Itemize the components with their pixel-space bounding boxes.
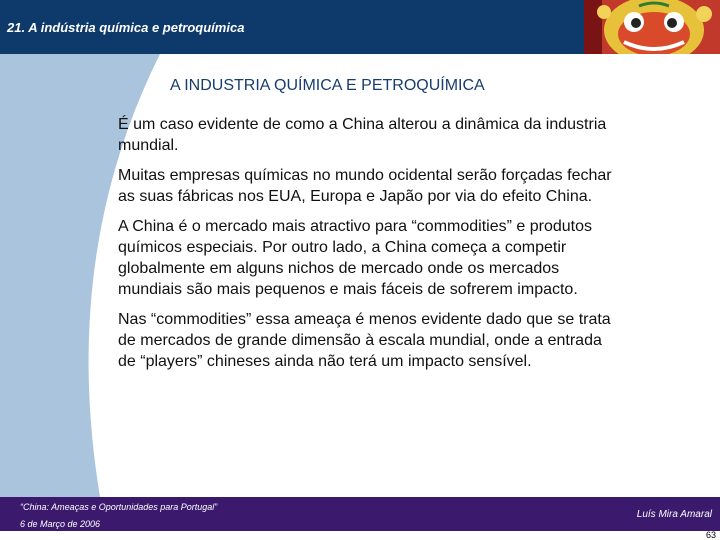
footer-author: Luís Mira Amaral [636, 509, 712, 520]
page-number: 63 [705, 530, 716, 540]
footer-bar [0, 497, 720, 531]
paragraph: É um caso evidente de como a China alterou a dinâmica da industria mundial. [118, 116, 607, 154]
lion-mask-image [584, 0, 720, 54]
paragraph: A China é o mercado mais atractivo para “commodities” e produtos químicos especiais. Por outro lado, a China começa a competir globalmente em alguns nichos de mercado onde os mercados mundiais são mais pequenos e mais fáceis de sofrerem impacto. [118, 218, 592, 298]
header-bar [0, 0, 720, 54]
paragraph: Muitas empresas químicas no mundo ocidental serão forçadas fechar as suas fábricas nos EUA, Europa e Japão por via do efeito China. [118, 167, 612, 205]
slide-title: A INDUSTRIA QUÍMICA E PETROQUÍMICA [170, 77, 485, 94]
footer-date: 6 de Março de 2006 [20, 519, 101, 529]
footer-presentation-title: “China: Ameaças e Oportunidades para Portugal” [20, 502, 218, 512]
paragraph: Nas “commodities” essa ameaça é menos evidente dado que se trata de mercados de grande dimensão à escala mundial, onde a entrada de “players” chineses ainda não terá um impacto sensível. [118, 311, 611, 370]
slide-body [118, 114, 618, 381]
header-title: 21. A indústria química e petroquímica [7, 20, 245, 35]
